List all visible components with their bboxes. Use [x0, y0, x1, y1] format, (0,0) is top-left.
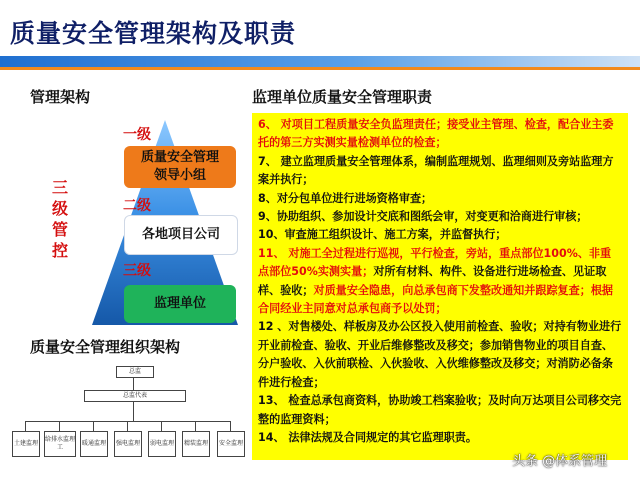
level-2-tag: 二级 [123, 198, 151, 214]
duty-item: 7、 建立监理质量安全管理体系，编制监理规划、监理细则及旁站监理方案并执行； [258, 154, 614, 187]
org-leaf-box: 暖通监理 [80, 431, 108, 457]
org-leaf-box: 强电监理 [114, 431, 142, 457]
org-leaf-box: 弱电监理 [148, 431, 176, 457]
arch-heading: 管理架构 [30, 88, 91, 106]
level-3-box: 监理单位 [124, 285, 236, 323]
level-1-box: 质量安全管理领导小组 [124, 146, 236, 188]
vertical-label: 三 级 管 控 [51, 178, 68, 260]
org-heading: 质量安全管理组织架构 [30, 338, 181, 356]
duty-item: 6、 对项目工程质量安全负监理责任；接受业主管理、检查，配合业主委托的第三方实测实量检测单位的检查； [258, 118, 614, 150]
org-top-box: 总监 [116, 366, 154, 378]
duty-item: 10、审查施工组织设计、施工方案，并监督执行； [258, 228, 507, 242]
org-leaf-box: 给排水监理工 [44, 431, 76, 457]
duty-item: 13、 检查总承包商资料，协助竣工档案验收；及时向万达项目公司移交完整的监理资料； [258, 394, 622, 426]
duty-item: 8、对分包单位进行进场资格审查； [258, 191, 433, 205]
duties-heading: 监理单位质量安全管理职责 [252, 88, 433, 106]
page-title: 质量安全管理架构及职责 [10, 19, 297, 48]
org-leaf-box: 安全监理 [217, 431, 245, 457]
duty-item: 9、协助组织、参加设计交底和图纸会审，对变更和洽商进行审核； [258, 210, 588, 224]
duty-item-11: 11、 对施工全过程进行巡视，平行检查，旁站，重点部位100%、非重点部位50%实测实量；对所有材料、构件、设备进行进场检查、见证取样、验收；对质量安全隐患，向总承包商下发整改通知并跟踪复查；根据合同经业主同意对总承包商予以处罚； [258, 246, 614, 316]
watermark: 头条 @体系管理 [512, 454, 608, 469]
org-leaf-box: 土建监理 [12, 431, 40, 457]
duty-item: 12 、对售楼处、样板房及办公区投入使用前检查、验收；对持有物业进行开业前检查、验收、开业后维修整改及移交；参加销售物业的项目自查、分户验收、入伙前联检、入伙验收、入伙维修整改及移交；对消防必备条件进行检查； [258, 320, 622, 389]
level-2-box: 各地项目公司 [124, 215, 238, 255]
duty-item: 14、 法律法规及合同规定的其它监理职责。 [258, 430, 477, 444]
duties-panel [252, 113, 628, 460]
org-leaf-box: 精装监理 [182, 431, 210, 457]
level-1-tag: 一级 [123, 127, 151, 143]
org-middle-box: 总监代表 [84, 390, 186, 402]
level-3-tag: 三级 [123, 263, 151, 279]
